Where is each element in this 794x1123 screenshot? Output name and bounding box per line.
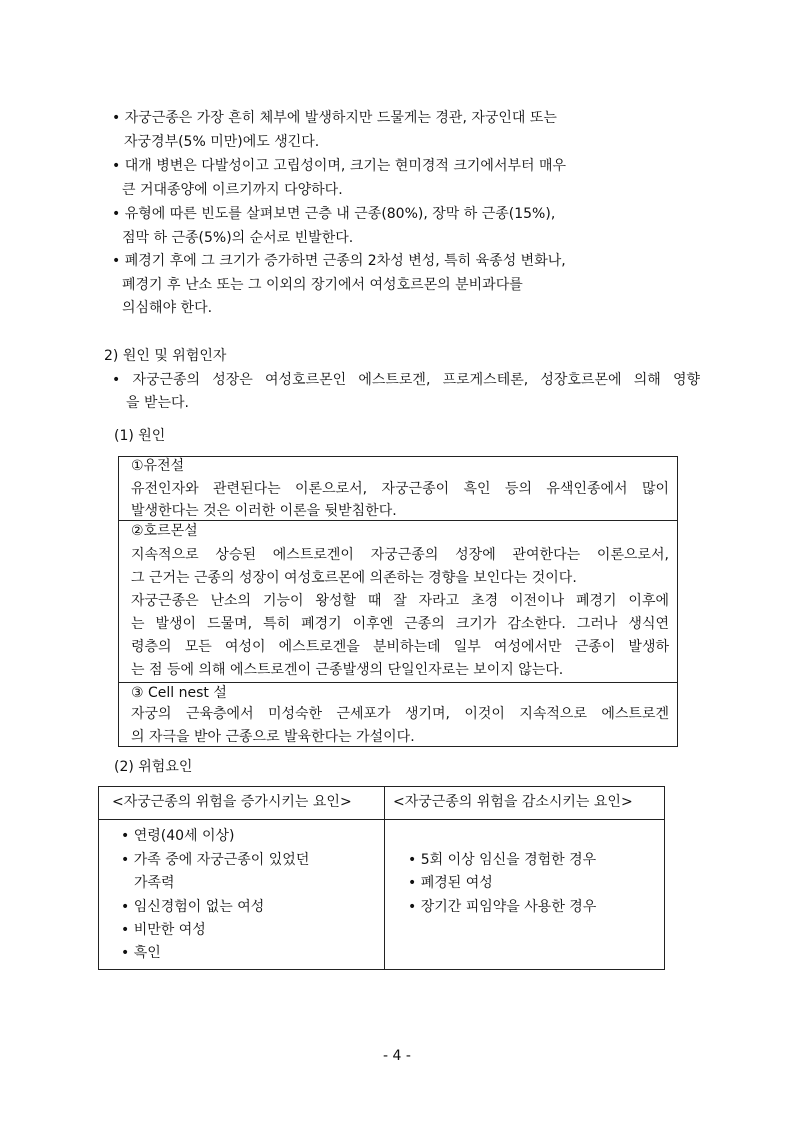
- risk-heading: (2) 위험요인: [114, 759, 193, 775]
- section-2-heading: 2) 원인 및 위험인자: [104, 348, 227, 364]
- page-number: - 4 -: [383, 1048, 411, 1064]
- intro-bullet-1-line-1: • 자궁근종은 가장 흔히 체부에 발생하지만 드물게는 경관, 자궁인대 또는: [112, 110, 557, 126]
- theory-cell-nest-line-1: 자궁의 근육층에서 미성숙한 근세포가 생기며, 이것이 지속적으로 에스트로겐: [131, 706, 669, 722]
- theory-hormone-line-6: 는 점 등에 의해 에스트로겐이 근종발생의 단일인자로는 보이지 않는다.: [131, 662, 564, 678]
- intro-bullet-2-line-1: • 대개 병변은 다발성이고 고립성이며, 크기는 현미경적 크기에서부터 매우: [112, 158, 567, 174]
- theory-cell-nest-title: ③ Cell nest 설: [131, 685, 227, 701]
- risk-decrease-item: • 장기간 피임약을 사용한 경우: [408, 899, 597, 915]
- section-2-bullet-line-1: • 자궁근종의 성장은 여성호르몬인 에스트로겐, 프로게스테론, 성장호르몬에 의해 영향: [112, 372, 700, 388]
- theory-genetic-line-2: 발생한다는 것은 이러한 이론을 뒷받침한다.: [131, 503, 397, 519]
- risk-table-column-divider: [384, 786, 385, 970]
- intro-bullet-2-line-2: 큰 거대종양에 이르기까지 다양하다.: [122, 182, 343, 198]
- intro-bullet-4-line-3: 의심해야 한다.: [122, 300, 213, 316]
- section-2-bullet-line-2: 을 받는다.: [126, 395, 189, 411]
- intro-bullet-4-line-1: • 폐경기 후에 그 크기가 증가하면 근종의 2차성 변성, 특히 육종성 변화나,: [112, 253, 566, 269]
- theory-cell-nest-line-2: 의 자극을 받아 근종으로 발육한다는 가설이다.: [131, 729, 415, 745]
- risk-decrease-header: <자궁근종의 위험을 감소시키는 요인>: [393, 794, 633, 810]
- cause-heading: (1) 원인: [114, 428, 166, 444]
- risk-increase-item: • 비만한 여성: [121, 922, 206, 938]
- risk-table-header-divider: [98, 819, 665, 820]
- risk-table-border: [98, 786, 665, 970]
- risk-increase-item: • 연령(40세 이상): [121, 828, 235, 844]
- risk-increase-item: • 임신경험이 없는 여성: [121, 899, 265, 915]
- intro-bullet-4-line-2: 폐경기 후 난소 또는 그 이외의 장기에서 여성호르몬의 분비과다를: [122, 277, 523, 293]
- theory-genetic-title: ①유전설: [131, 458, 185, 474]
- theory-hormone-line-3: 자궁근종은 난소의 기능이 왕성할 때 잘 자라고 초경 이전이나 폐경기 이후에: [131, 593, 669, 609]
- theory-hormone-line-1: 지속적으로 상승된 에스트로겐이 자궁근종의 성장에 관여한다는 이론으로서,: [131, 547, 669, 563]
- risk-increase-header: <자궁근종의 위험을 증가시키는 요인>: [112, 794, 352, 810]
- theory-hormone-line-2: 그 근거는 근종의 성장이 여성호르몬에 의존하는 경향을 보인다는 것이다.: [131, 570, 577, 586]
- risk-increase-item: 가족력: [134, 875, 175, 891]
- risk-increase-item: • 흑인: [121, 945, 161, 961]
- intro-bullet-3-line-1: • 유형에 따른 빈도를 살펴보면 근층 내 근종(80%), 장막 하 근종(15%),: [112, 206, 556, 222]
- theory-hormone-line-4: 는 발생이 드물며, 특히 폐경기 이후엔 근종의 크기가 감소한다. 그러나 생식연: [131, 616, 669, 632]
- intro-bullet-1-line-2: 자궁경부(5% 미만)에도 생긴다.: [124, 134, 320, 150]
- risk-increase-item: • 가족 중에 자궁근종이 있었던: [121, 852, 310, 868]
- intro-bullet-3-line-2: 점막 하 근종(5%)의 순서로 빈발한다.: [122, 230, 354, 246]
- theory-hormone-title: ②호르몬설: [131, 523, 198, 539]
- theory-genetic-line-1: 유전인자와 관련된다는 이론으로서, 자궁근종이 흑인 등의 유색인종에서 많이: [131, 481, 669, 497]
- theory-hormone-line-5: 령층의 모든 여성이 에스트로겐을 분비하는데 일부 여성에서만 근종이 발생하: [131, 639, 669, 655]
- risk-decrease-item: • 5회 이상 임신을 경험한 경우: [408, 852, 597, 868]
- risk-decrease-item: • 폐경된 여성: [408, 875, 493, 891]
